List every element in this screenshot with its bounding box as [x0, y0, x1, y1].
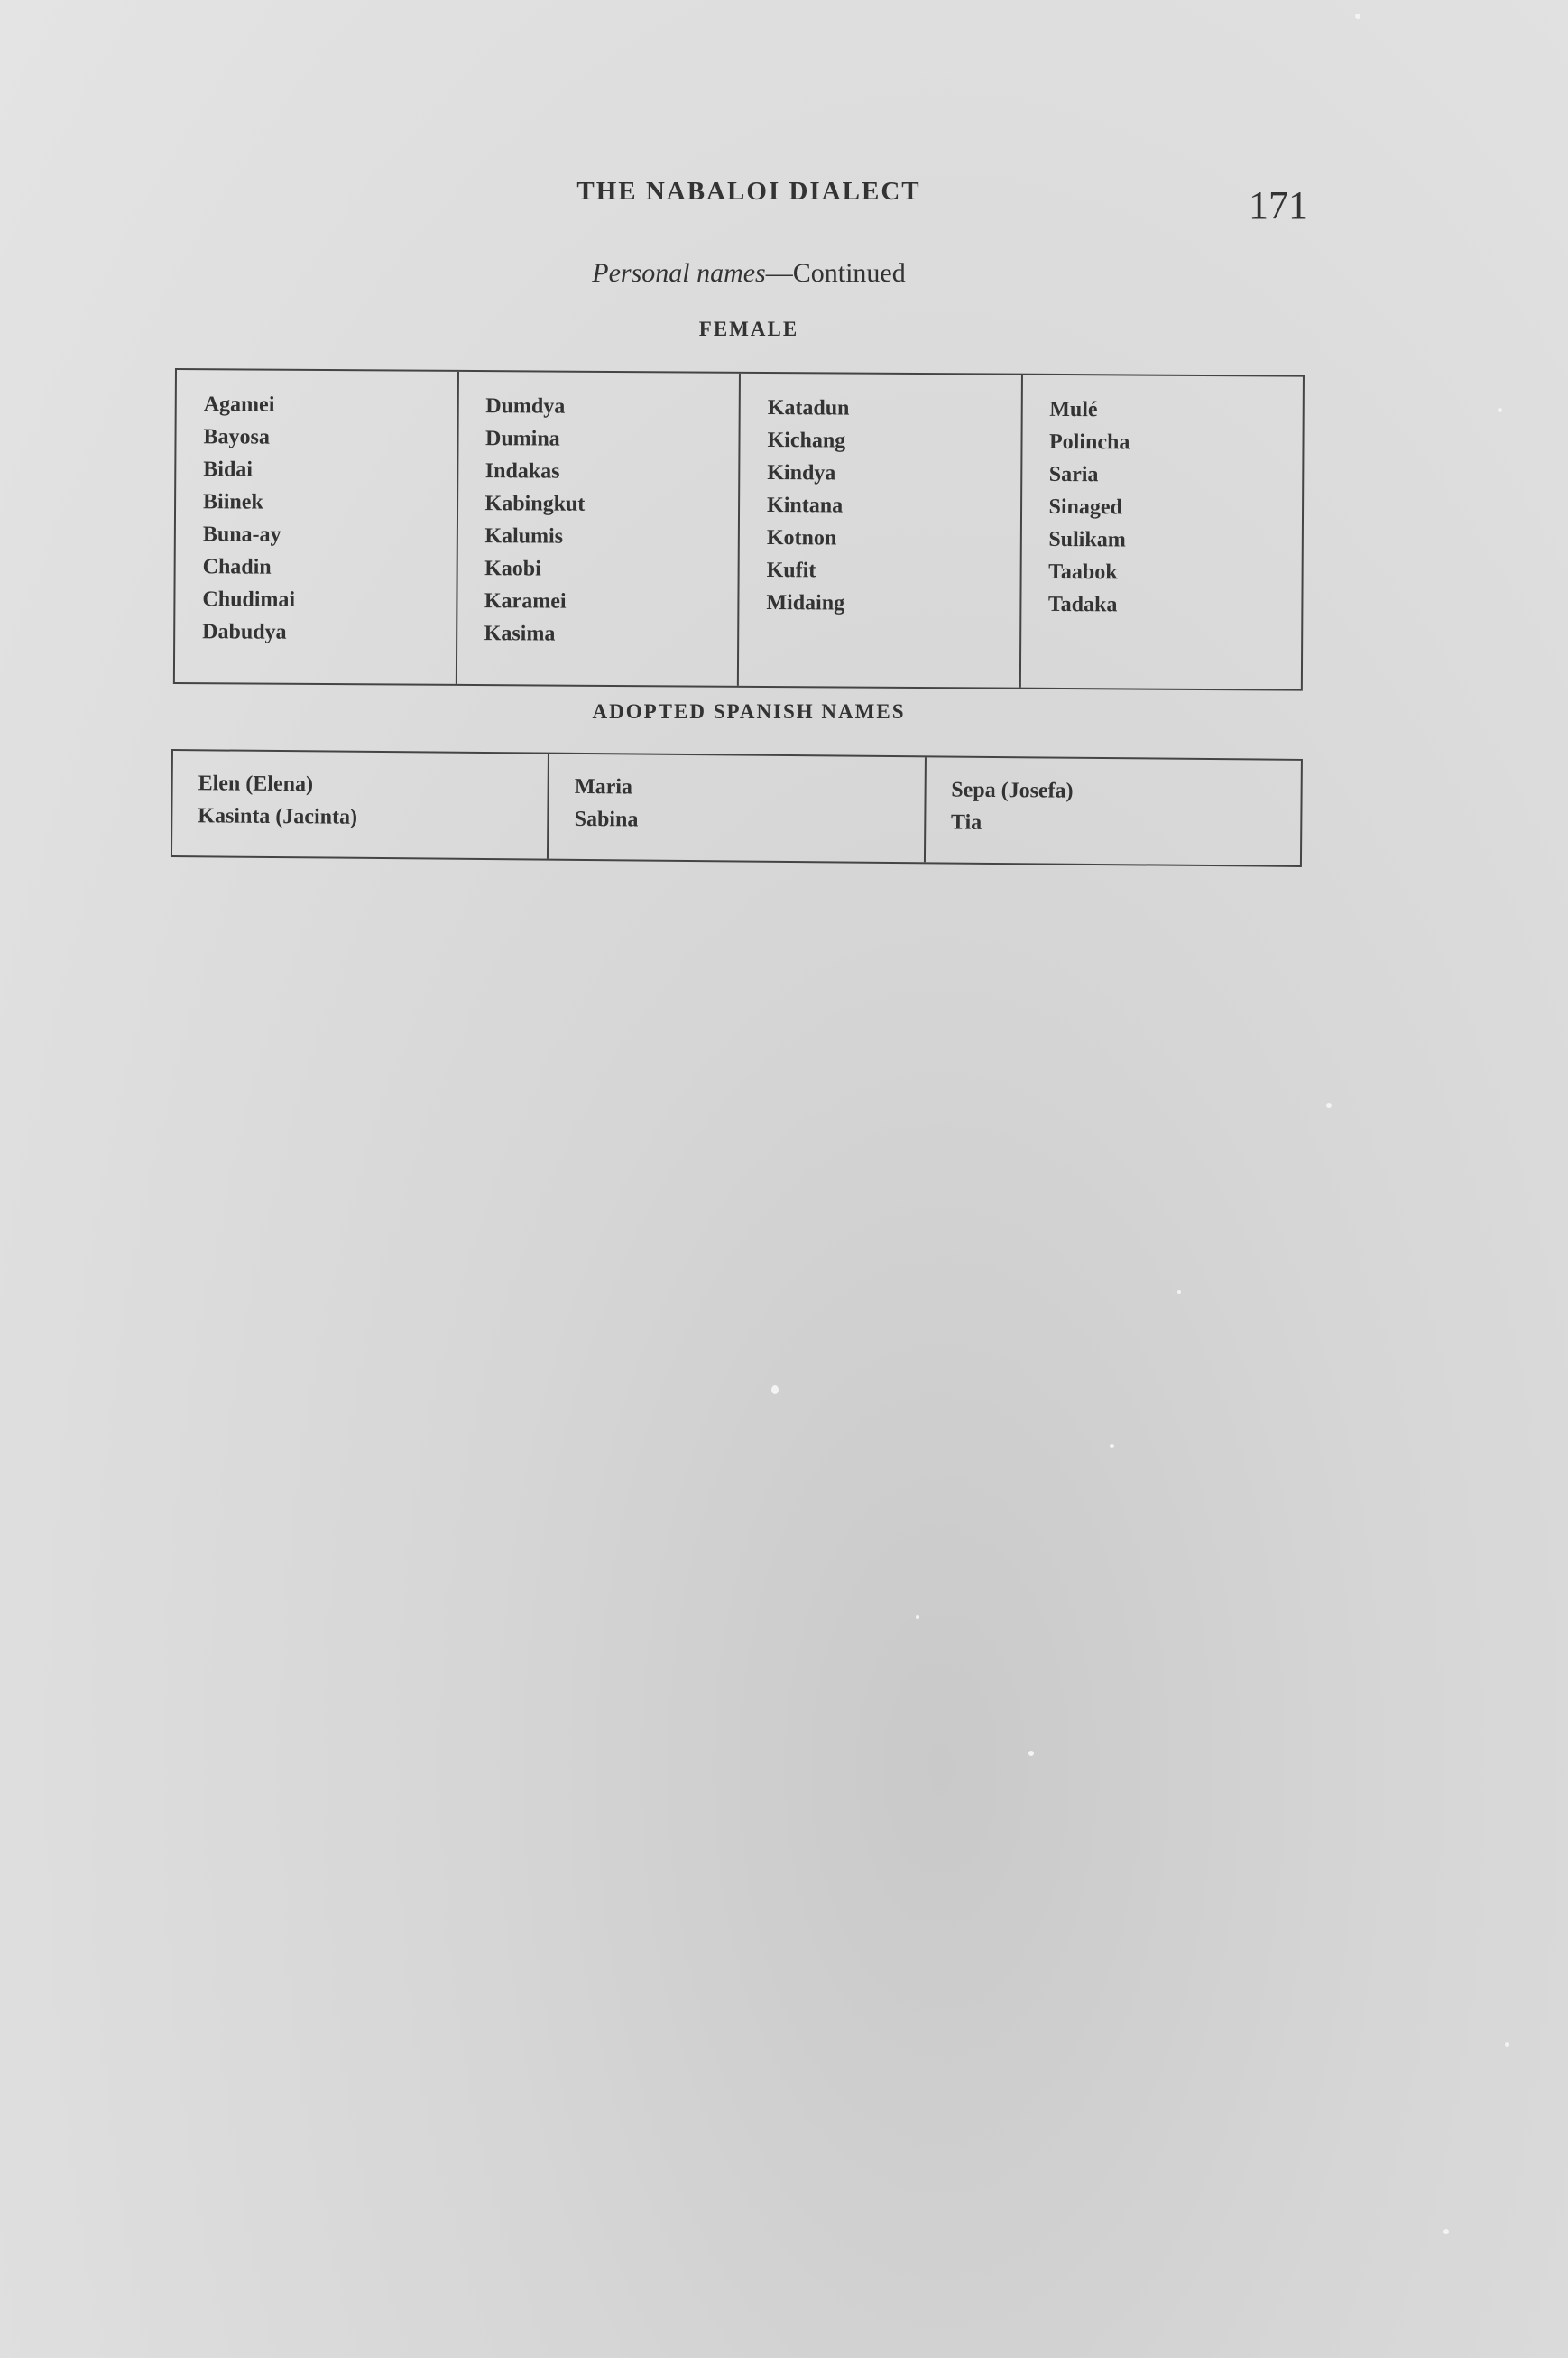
female-name: Sulikam [1048, 527, 1126, 552]
subtitle [0, 258, 1498, 289]
spanish-column-1 [172, 751, 549, 859]
female-name: Taabok [1048, 559, 1118, 585]
paper-speck [1498, 408, 1502, 412]
running-head: THE NABALOI DIALECT [576, 177, 921, 206]
female-name: Dumina [484, 427, 560, 451]
female-heading: FEMALE [698, 318, 799, 340]
spanish-column-2 [549, 754, 926, 863]
female-name: Midaing [766, 591, 845, 615]
female-name: Kotnon [766, 526, 837, 550]
spanish-name: Tia [950, 810, 982, 835]
spanish-name: Sabina [574, 807, 639, 832]
female-name: Katadun [767, 396, 850, 421]
female-name: Saria [1048, 462, 1099, 487]
spanish-name: Kasinta (Jacinta) [198, 804, 358, 829]
paper-speck [1505, 2042, 1509, 2047]
female-name: Biinek [203, 490, 263, 514]
paper-speck [1443, 2229, 1449, 2234]
female-name: Dabudya [202, 620, 287, 644]
paper-speck [1326, 1103, 1332, 1108]
female-names-table [173, 368, 1305, 691]
paper-speck [1028, 1751, 1034, 1756]
female-column-3 [739, 374, 1023, 688]
female-name: Indakas [484, 459, 560, 484]
spanish-name: Sepa (Josefa) [951, 778, 1074, 803]
female-name: Kichang [767, 429, 846, 453]
paper-speck [1177, 1290, 1181, 1294]
paper-speck [916, 1615, 919, 1619]
female-name: Kufit [766, 559, 816, 583]
female-name: Buna-ay [202, 522, 281, 547]
female-name: Mulé [1049, 397, 1098, 422]
spanish-heading: ADOPTED SPANISH NAMES [592, 700, 906, 723]
female-name: Bayosa [203, 425, 270, 449]
female-name: Chudimai [202, 587, 296, 612]
female-name: Sinaged [1048, 495, 1123, 520]
female-name: Kintana [767, 494, 844, 518]
subtitle-italic: Personal names [592, 258, 766, 288]
female-column-2 [457, 372, 741, 686]
subtitle-continued: —Continued [765, 258, 906, 288]
female-name: Kindya [767, 461, 836, 485]
spanish-names-table [171, 749, 1303, 867]
female-column-4 [1020, 375, 1303, 689]
female-name: Kasima [484, 622, 556, 646]
spanish-name: Elen (Elena) [198, 772, 314, 797]
female-name: Kalumis [484, 524, 564, 549]
female-name: Agamei [203, 393, 275, 417]
female-column-1 [175, 370, 459, 684]
female-name: Bidai [203, 458, 254, 482]
spanish-name: Maria [574, 774, 633, 800]
female-name: Dumdya [485, 394, 566, 419]
spanish-column-3 [926, 757, 1301, 865]
female-name: Karamei [484, 589, 567, 614]
female-name: Chadin [202, 555, 272, 579]
female-name: Polincha [1048, 430, 1130, 455]
female-name: Kaobi [484, 557, 541, 581]
paper-speck [1355, 14, 1360, 19]
paper-speck [771, 1385, 779, 1394]
female-name: Tadaka [1047, 592, 1118, 617]
paper-speck [1110, 1444, 1114, 1448]
female-name: Kabingkut [484, 492, 586, 516]
page-number: 171 [1249, 183, 1308, 227]
